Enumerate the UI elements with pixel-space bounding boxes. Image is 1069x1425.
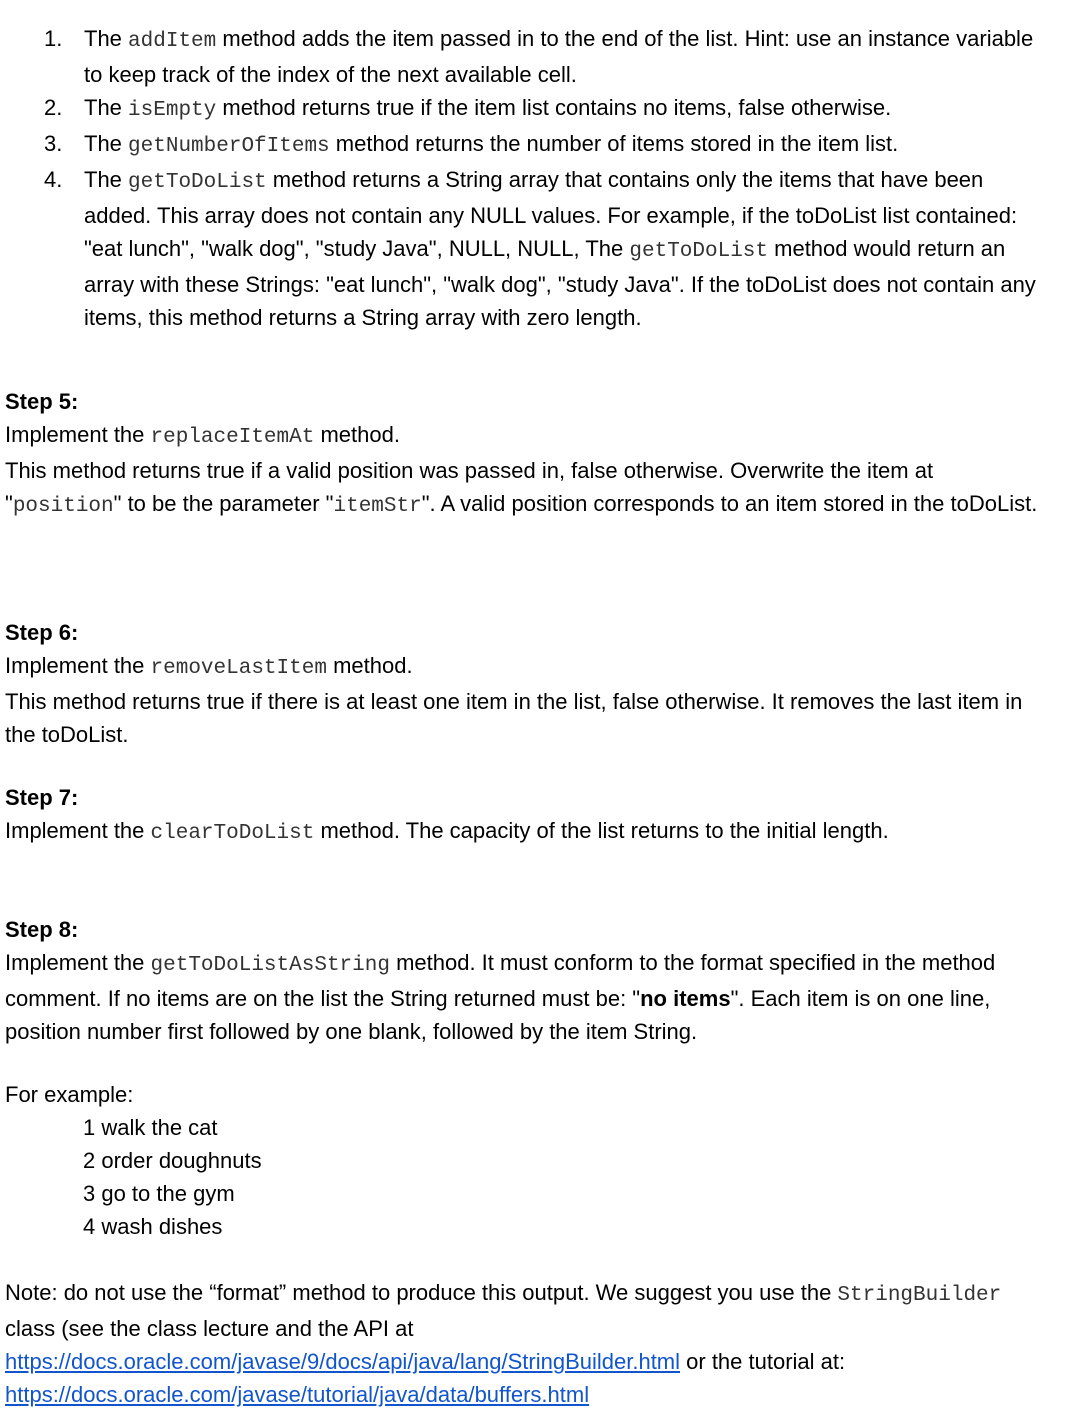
text: Note: do not use the “format” method to produce this output. We suggest you use the <box>5 1280 838 1305</box>
code-get-to-do-list: getToDoList <box>128 171 267 194</box>
step-description <box>5 454 1055 523</box>
text: ". Each item is on one line, position number first followed by one blank, followed by the item String. <box>5 986 991 1044</box>
code-is-empty: isEmpty <box>128 99 217 122</box>
list-item <box>0 22 1069 91</box>
example-list <box>5 1111 1055 1243</box>
list-item <box>0 127 1069 163</box>
list-marker: 4. <box>44 167 63 192</box>
code-add-item: addItem <box>128 30 217 53</box>
example-item: 3 go to the gym <box>83 1181 235 1206</box>
example-item: 2 order doughnuts <box>83 1148 262 1173</box>
step-instruction <box>5 418 1055 454</box>
note-section <box>5 1276 1055 1411</box>
example-label: For example: <box>5 1082 134 1107</box>
item-text: method returns the number of items stored in the item list. <box>329 131 899 156</box>
code-get-to-do-list-as-string: getToDoListAsString <box>150 954 390 977</box>
step-heading: Step 6: <box>5 620 79 645</box>
list-marker: 2. <box>44 95 63 120</box>
item-text: The <box>84 131 129 156</box>
code-position: position <box>12 495 114 518</box>
bold-no-items: no items <box>640 986 731 1011</box>
code-get-number-of-items: getNumberOfItems <box>128 135 330 158</box>
item-text: The <box>84 95 129 120</box>
code-clear-to-do-list: clearToDoList <box>150 822 315 845</box>
step-5-section <box>5 385 1055 523</box>
text: Implement the <box>5 818 151 843</box>
step-description: This method returns true if there is at least one item in the list, false otherwise. It removes the last item in the toDoList. <box>5 689 1023 747</box>
item-text: The <box>84 26 129 51</box>
step-instruction <box>5 649 1055 685</box>
code-remove-last-item: removeLastItem <box>150 657 327 680</box>
step-instruction <box>5 946 1055 1048</box>
code-string-builder: StringBuilder <box>837 1284 1002 1307</box>
list-item <box>0 91 1069 127</box>
step-heading: Step 8: <box>5 917 79 942</box>
text: class (see the class lecture and the API at <box>5 1316 414 1341</box>
step-heading: Step 5: <box>5 389 79 414</box>
step-instruction <box>5 814 1055 850</box>
code-replace-item-at: replaceItemAt <box>150 426 315 449</box>
text: method. The capacity of the list returns to the initial length. <box>314 818 889 843</box>
text: ". A valid position corresponds to an item stored in the toDoList. <box>421 491 1038 516</box>
text: method. <box>314 422 400 447</box>
method-requirements-list <box>0 22 1069 334</box>
example-section <box>5 1078 1055 1243</box>
text: method. <box>326 653 413 678</box>
string-builder-api-link[interactable]: https://docs.oracle.com/javase/9/docs/api/java/lang/StringBuilder.html <box>5 1349 681 1374</box>
example-item: 1 walk the cat <box>83 1115 218 1140</box>
list-marker: 1. <box>44 26 63 51</box>
list-item <box>0 163 1069 334</box>
example-item: 4 wash dishes <box>83 1214 223 1239</box>
code-get-to-do-list: getToDoList <box>629 240 769 263</box>
step-6-section <box>5 616 1055 751</box>
item-text: method adds the item passed in to the end of the list. Hint: use an instance variable to keep track of the index of the next available cell. <box>84 26 1034 87</box>
item-text: method would return an array with these Strings: "eat lunch", "walk dog", "study Java". If the toDoList does not contain any items, this method returns a String array with zero length. <box>84 236 1036 330</box>
item-text: method returns true if the item list contains no items, false otherwise. <box>216 95 892 120</box>
text: method. It must conform to the format specified in the method comment. If no items are on the list the String returned must be: " <box>5 950 996 1011</box>
text: This method returns true if a valid position was passed in, false otherwise. Overwrite the item at " <box>5 458 934 516</box>
text: Implement the <box>5 950 151 975</box>
step-7-section <box>5 781 1055 850</box>
text: Implement the <box>5 422 151 447</box>
text: Implement the <box>5 653 151 678</box>
text: or the tutorial at: <box>680 1349 846 1374</box>
step-8-section <box>5 913 1055 1048</box>
code-item-str: itemStr <box>333 495 422 518</box>
buffers-tutorial-link[interactable]: https://docs.oracle.com/javase/tutorial/java/data/buffers.html <box>5 1382 590 1407</box>
item-text: The <box>84 167 129 192</box>
item-text: method returns a String array that contains only the items that have been added. This array does not contain any NULL values. For example, if the toDoList list contained: "eat lunch", "walk dog", "study Java", NULL, NULL, The <box>84 167 1018 261</box>
step-heading: Step 7: <box>5 785 79 810</box>
list-marker: 3. <box>44 131 63 156</box>
text: " to be the parameter " <box>113 491 334 516</box>
